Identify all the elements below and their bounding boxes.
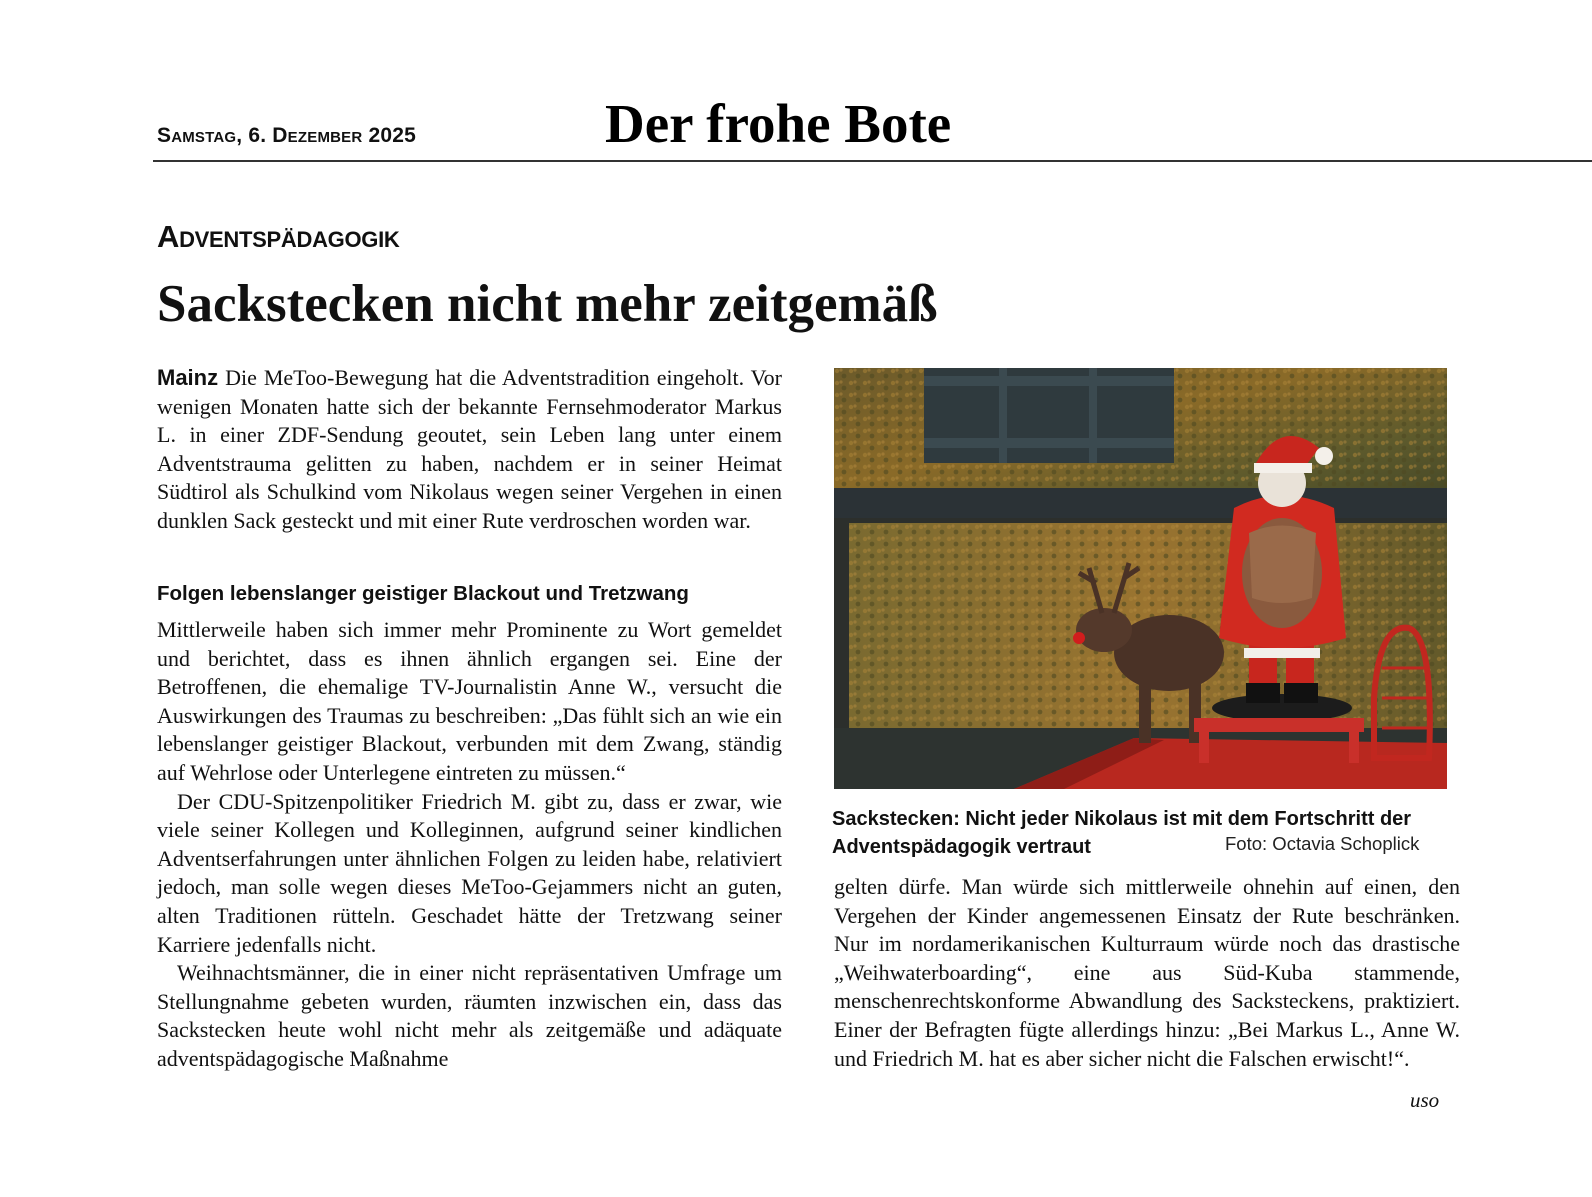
article-body-left: [157, 616, 782, 1074]
article-body-right: [834, 873, 1460, 1073]
body-paragraph: Der CDU-Spitzenpolitiker Friedrich M. gibt zu, dass er zwar, wie viele seiner Kollegen und Kolleginnen, aufgrund seiner kindlichen Adventserfahrungen unter ähnlichen Folgen zu leiden habe, relativiert jedoch, man solle wegen dieses MeToo-Gejammers nicht an guten, alten Traditionen rütteln. Geschadet hätte der Tretzwang seiner Karriere jedenfalls nicht.: [157, 788, 782, 957]
newspaper-masthead: Der frohe Bote: [605, 93, 952, 154]
nikolaus-figure-photo: [834, 368, 1447, 789]
article-lead: [157, 364, 782, 536]
header-divider: [153, 160, 1592, 162]
author-initials: uso: [1410, 1088, 1440, 1112]
body-paragraph: Weihnachtsmänner, die in einer nicht repräsentativen Umfrage um Stellungnahme gebeten wurden, räumten inzwischen ein, dass das Sackstecken heute wohl nicht mehr als zeitgemäße und adäquate adventspädagogische Maßnahme: [157, 960, 782, 1071]
article-photo: [834, 368, 1447, 789]
article-headline: Sackstecken nicht mehr zeitgemäß: [157, 275, 938, 333]
issue-date: Samstag, 6. Dezember 2025: [157, 124, 416, 147]
photo-caption: Sackstecken: Nicht jeder Nikolaus ist mit dem Fortschritt der Adventspädagogik vertraut: [832, 808, 1412, 858]
lead-text: Die MeToo-Bewegung hat die Adventstradition eingeholt. Vor wenigen Monaten hatte sich der bekannte Fernsehmoderator Markus L. in einer ZDF-Sendung geoutet, sein Leben lang unter einem Adventstrauma gelitten zu haben, nachdem er in seiner Heimat Südtirol als Schulkind vom Nikolaus wegen seiner Vergehen in einen dunklen Sack gesteckt und mit einer Rute verdroschen worden war.: [157, 365, 783, 533]
dateline-place: Mainz: [157, 365, 219, 390]
section-kicker: Adventspädagogik: [157, 219, 400, 254]
body-paragraph-continued: gelten dürfe. Man würde sich mittlerweile ohnehin auf einen, den Vergehen der Kinder angemessenen Einsatz der Rute beschränken. Nur im nordamerikanischen Kulturraum würde noch das drastische „Weihwaterboarding“, eine aus Süd-Kuba stammende, menschenrechtskonforme Abwandlung des Sacksteckens, praktiziert. Einer der Befragten fügte allerdings hinzu: „Bei Markus L., Anne W. und Friedrich M. hat es aber sicher nicht die Falschen erwischt!“.: [834, 874, 1460, 1071]
article-subheading: Folgen lebenslanger geistiger Blackout und Tretzwang: [157, 582, 689, 605]
body-paragraph: Mittlerweile haben sich immer mehr Prominente zu Wort gemeldet und berichtet, dass es ihnen ähnlich ergangen sei. Eine der Betroffenen, die ehemalige TV-Journalistin Anne W., versucht die Auswirkungen des Traumas zu beschreiben: „Das fühlt sich an wie ein lebenslanger geistiger Blackout, verbunden mit dem Zwang, ständig auf Wehrlose oder Unterlegene eintreten zu müssen.“: [157, 617, 782, 785]
photo-credit: Foto: Octavia Schoplick: [1225, 833, 1420, 854]
